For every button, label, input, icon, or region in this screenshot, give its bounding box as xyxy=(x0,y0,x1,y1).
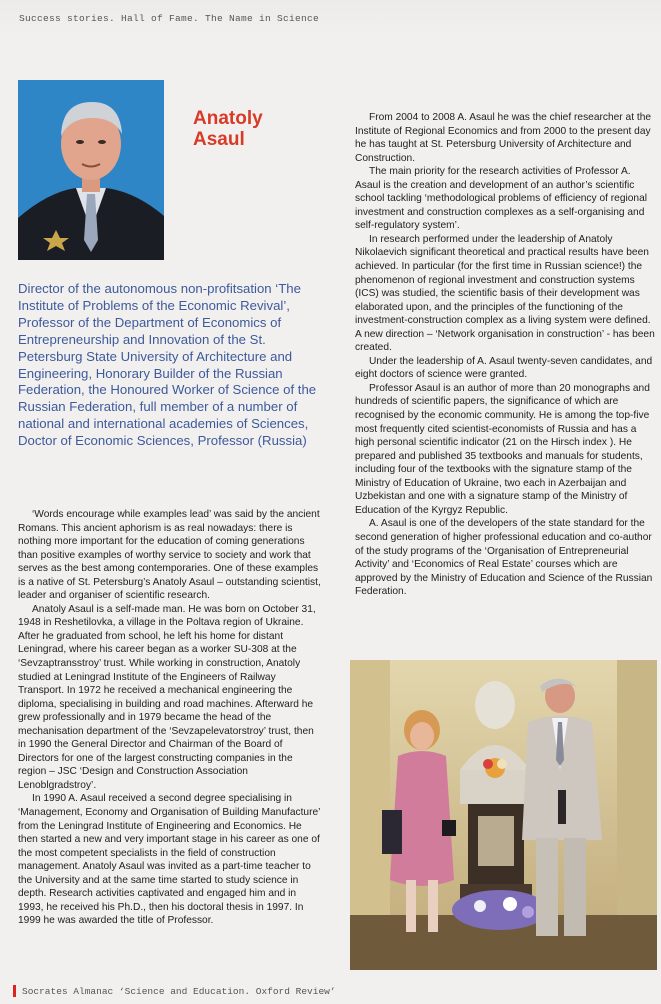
lead-paragraph: Director of the autonomous non-profitsation ‘The Institute of Problems of the Economic Revival’, Professor of the Department of Economics of Entrepreneurship and Innovation of the St. Petersburg State University of Architecture and Engineering, Honorary Builder of the Russian Federation, the Honoured Worker of Science of the Russian Federation, full member of a number of national and international academies of Sciences, Doctor of Economic Sciences, Professor (Russia) xyxy=(18,281,317,449)
footer-text: Socrates Almanac ‘Science and Education. Oxford Review’ xyxy=(22,985,336,997)
section-header: Success stories. Hall of Fame. The Name in Science xyxy=(19,13,320,24)
first-name: Anatoly xyxy=(193,108,263,129)
portrait-illustration xyxy=(18,80,164,260)
last-name: Asaul xyxy=(193,129,245,150)
left-column xyxy=(18,508,321,928)
ceremony-illustration xyxy=(350,660,657,970)
body-paragraph: Under the leadership of A. Asaul twenty-seven candidates, and eight doctors of science were granted. xyxy=(355,355,653,381)
body-paragraph: Professor Asaul is an author of more than 20 monographs and hundreds of scientific papers, the significance of which are recognised by the economic community. He is among the top-five most frequently cited scientist-economists of Russia and has a high personal scientific indicator (21 on the Hirsch index ). He prepared and published 35 textbooks and manuals for students, including four of the textbooks with the signature stamp of the Ministry of Education of Ukraine, two each in Azerbaijan and Uzbekistan and one with a signature stamp of the Ministry of Education of the Kyrgyz Republic. xyxy=(355,382,650,516)
person-name xyxy=(193,108,263,150)
body-paragraph: The main priority for the research activities of Professor A. Asaul is the creation and development of an author’s scientific school tackling ‘methodological problems of efficiency of regional investment and construction complexes as a self-organising and self-regulatory system’. xyxy=(355,166,648,232)
right-column xyxy=(355,111,655,599)
portrait-photo xyxy=(18,80,164,260)
footer-accent-bar xyxy=(13,985,16,997)
body-paragraph: ‘Words encourage while examples lead’ was said by the ancient Romans. This ancient aphorism is as real nowadays: there is nothing more important for the education of coming generations than positive examples of worthy service to society and work that serves as the best among contemporaries. One of these examples is a native of St. Petersburg’s Anatoly Asaul – outstanding scientist, leader and organiser of scientific research. xyxy=(18,509,321,602)
body-paragraph: In 1990 A. Asaul received a second degree specialising in ‘Management, Economy and Organisation of Building Manufacture’ from the Leningrad Institute of Engineering and Economics. He then started a new and very important stage in his career as one of the most competent specialists in the field of construction management. Anatoly Asaul was invited as a part-time teacher to the University and at the same time started to study science in depth. Research activities captivated and engaged him and in 1993, he received his Ph.D., then his doctoral thesis in 1997. In 1999 he was awarded the title of Professor. xyxy=(18,793,321,927)
page-footer xyxy=(13,985,336,997)
body-paragraph: Anatoly Asaul is a self-made man. He was born on October 31, 1948 in Reshetilovka, a village in the Poltava region of Ukraine. After he graduated from school, he left his home for distant Leningrad, where his career began as a worker SU-308 at the ‘Sevzaptransstroy’ trust. While working in construction, Anatoly studied at Leningrad Institute of the Engineers of Railway Transport. In 1972 he received a mechanical engineering the diploma, specialising in building and road machines. Afterward he grew professionally and in 1979 became the head of the mechanisation department of the ‘Sevzapelevatorstroy’ trust, then in 1990 the General Director and Chairman of the Board of Directors for one of the largest constructing companies in the region – JSC ‘Design and Construction Association Lenoblgradstroy’. xyxy=(18,603,316,791)
ceremony-photo xyxy=(350,660,657,970)
body-paragraph: A. Asaul is one of the developers of the state standard for the second generation of higher professional education and co-author of the study programs of the ‘Organisation of Entrepreneurial Activity’ and ‘Economics of Real Estate’ courses which are approved by the Ministry of Education and Science of the Russian Federation. xyxy=(355,518,653,598)
body-paragraph: From 2004 to 2008 A. Asaul he was the chief researcher at the Institute of Regional Economics and from 2000 to the present day he has taught at St. Petersburg University of Architecture and Construction. xyxy=(355,112,652,164)
body-paragraph: In research performed under the leadership of Anatoly Nikolaevich significant theoretical and practical results have been achieved. In particular (for the first time in Russian science!) the phenomenon of regional investment and construction systems (ICS) was studied, the scientific basis of their development was elaborated upon, and the principles of the functioning of the investment-construction complex as a living system were defined. A new direction – ‘Network organisation in construction’ - has been created. xyxy=(355,233,655,354)
